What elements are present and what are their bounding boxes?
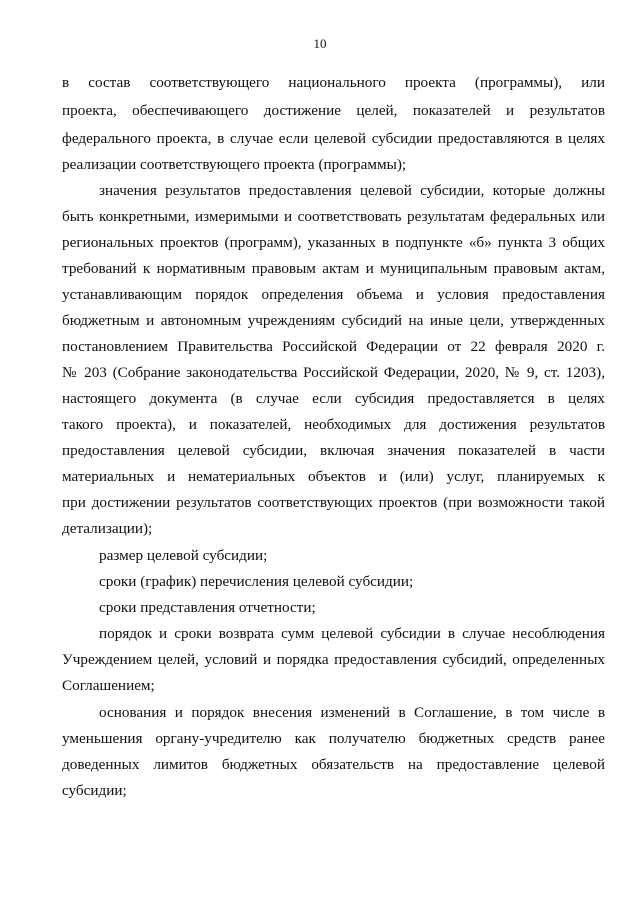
text-line: доведенных лимитов бюджетных обязательств на предоставление целевой <box>62 756 605 773</box>
text-line: сроки представления отчетности; <box>99 599 316 616</box>
text-line: постановлением Правительства Российской Федерации от 22 февраля 2020 г. <box>62 338 605 355</box>
text-line: реализации соответствующего проекта (программы); <box>62 156 407 173</box>
text-line: такого проекта), и показателей, необходимых для достижения результатов <box>62 416 605 433</box>
text-line: региональных проектов (программ), указанных в подпункте «б» пункта 3 общих <box>62 234 605 251</box>
text-line: устанавливающим порядок определения объема и условия предоставления <box>62 286 605 303</box>
text-line: настоящего документа (в случае если субсидия предоставляется в целях <box>62 390 605 407</box>
text-line: проекта, обеспечивающего достижение целей, показателей и результатов <box>62 102 605 119</box>
text-line: федерального проекта, в случае если целевой субсидии предоставляются в целях <box>62 130 605 147</box>
text-line: № 203 (Собрание законодательства Российской Федерации, 2020, № 9, ст. 1203), <box>62 364 605 381</box>
page-number: 10 <box>313 36 327 51</box>
text-line: размер целевой субсидии; <box>99 547 268 564</box>
text-line: сроки (график) перечисления целевой субсидии; <box>99 573 414 590</box>
text-line: основания и порядок внесения изменений в Соглашение, в том числе в <box>99 704 605 721</box>
text-line: материальных и нематериальных объектов и (или) услуг, планируемых к <box>62 468 605 485</box>
text-line: требований к нормативным правовым актам и муниципальным правовым актам, <box>62 260 605 277</box>
text-line: порядок и сроки возврата сумм целевой субсидии в случае несоблюдения <box>99 625 605 642</box>
text-line: Соглашением; <box>62 677 155 694</box>
text-line: детализации); <box>62 520 153 537</box>
text-line: быть конкретными, измеримыми и соответствовать результатам федеральных или <box>62 208 605 225</box>
text-line: при достижении результатов соответствующих проектов (при возможности такой <box>62 494 605 511</box>
text-line: значения результатов предоставления целевой субсидии, которые должны <box>99 182 605 199</box>
text-line: субсидии; <box>62 782 127 799</box>
text-line: предоставления целевой субсидии, включая значения показателей в части <box>62 442 605 459</box>
text-line: бюджетным и автономным учреждениям субсидий на иные цели, утвержденных <box>62 312 605 329</box>
text-line: в состав соответствующего национального проекта (программы), или <box>62 74 605 91</box>
text-line: Учреждением целей, условий и порядка предоставления субсидий, определенных <box>62 651 605 668</box>
text-line: уменьшения органу-учредителю как получателю бюджетных средств ранее <box>62 730 605 747</box>
